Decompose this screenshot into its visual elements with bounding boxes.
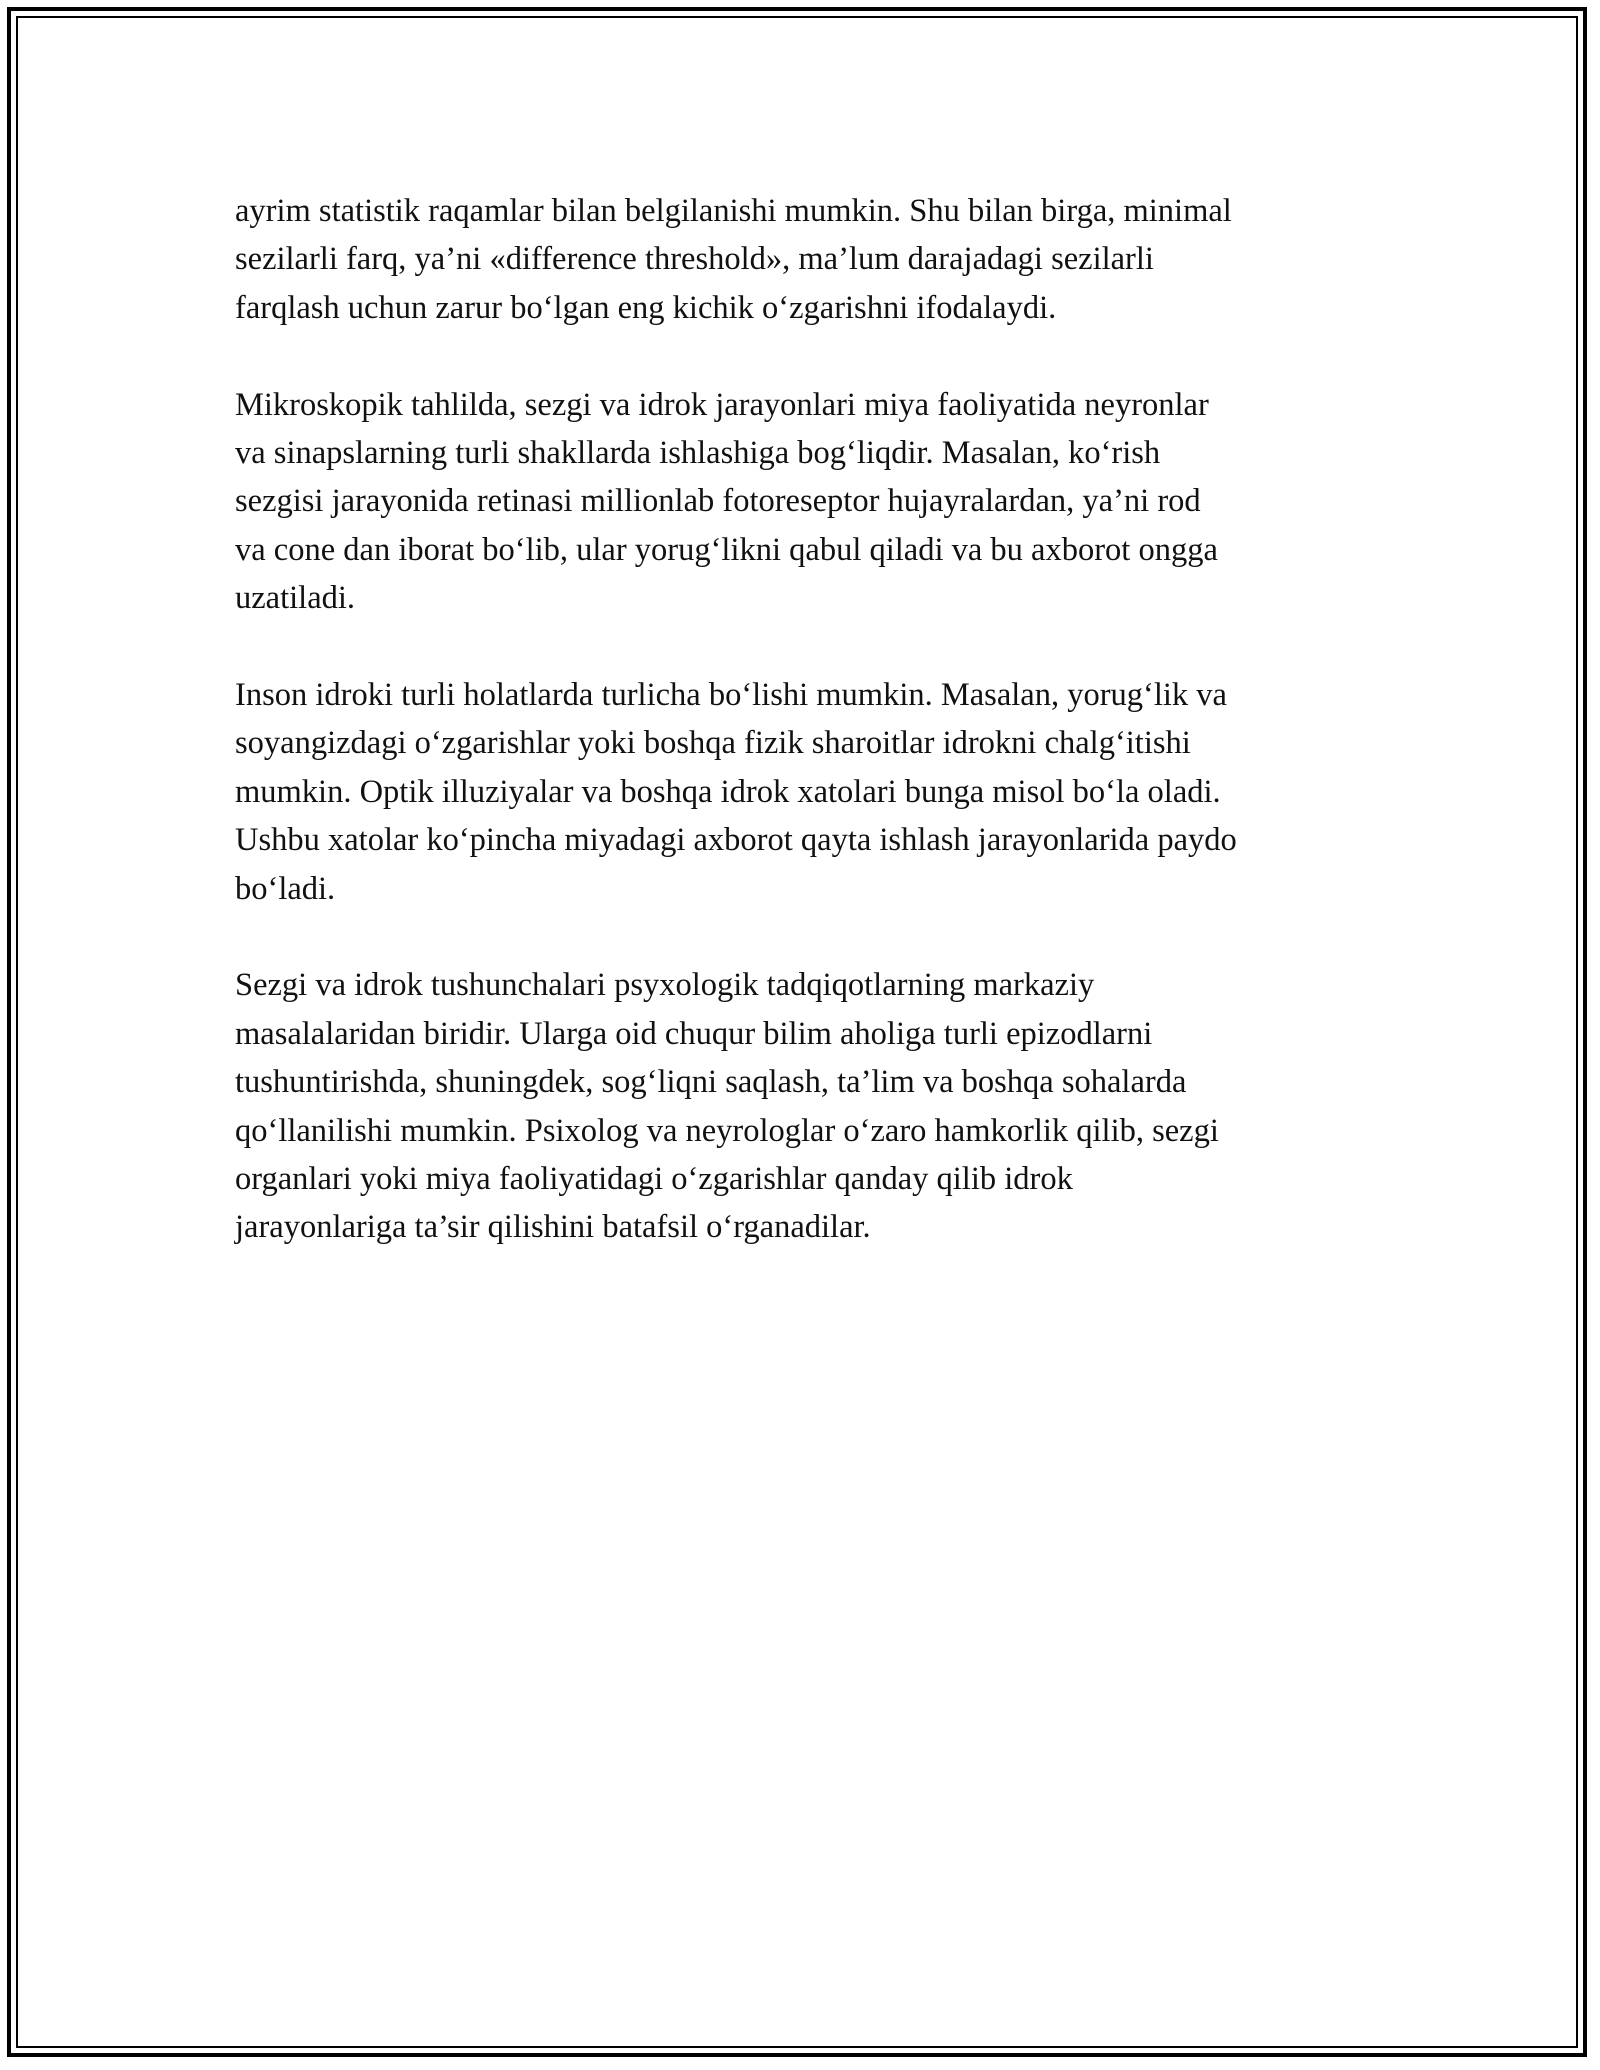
text-line: Ushbu xatolar ko‘pincha miyadagi axborot qayta ishlash jarayonlarida paydo [235,822,1237,859]
text-line: Sezgi va idrok tushunchalari psyxologik tadqiqotlarning markaziy [235,967,1095,1004]
text-line: soyangizdagi o‘zgarishlar yoki boshqa fizik sharoitlar idrokni chalg‘itishi [235,725,1191,762]
text-line: jarayonlariga ta’sir qilishini batafsil o‘rganadilar. [235,1209,871,1246]
document-body [235,187,1375,1300]
text-line: mumkin. Optik illuziyalar va boshqa idrok xatolari bunga misol bo‘la oladi. [235,773,1221,810]
text-line: Inson idroki turli holatlarda turlicha bo‘lishi mumkin. Masalan, yorug‘lik va [235,677,1227,714]
text-line: va cone dan iborat bo‘lib, ular yorug‘likni qabul qiladi va bu axborot ongga [235,531,1218,568]
text-line: va sinapslarning turli shakllarda ishlashiga bog‘liqdir. Masalan, ko‘rish [235,435,1161,472]
paragraph-3 [235,671,1375,913]
text-line: organlari yoki miya faoliyatidagi o‘zgarishlar qanday qilib idrok [235,1161,1073,1198]
paragraph-1 [235,187,1375,332]
paragraph-4 [235,961,1375,1251]
text-line: Mikroskopik tahlilda, sezgi va idrok jarayonlari miya faoliyatida neyronlar [235,386,1209,423]
text-line: bo‘ladi. [235,870,336,907]
paragraph-2 [235,381,1375,623]
text-line: sezilarli farq, ya’ni «difference threshold», ma’lum darajadagi sezilarli [235,241,1154,278]
text-line: uzatiladi. [235,580,356,617]
text-line: farqlash uchun zarur bo‘lgan eng kichik o‘zgarishni ifodalaydi. [235,289,1057,326]
text-line: ayrim statistik raqamlar bilan belgilanishi mumkin. Shu bilan birga, minimal [235,193,1232,229]
text-line: qo‘llanilishi mumkin. Psixolog va neyrologlar o‘zaro hamkorlik qilib, sezgi [235,1112,1219,1149]
text-line: sezgisi jarayonida retinasi millionlab fotoreseptor hujayralardan, ya’ni rod [235,483,1201,520]
text-line: masalalaridan biridir. Ularga oid chuqur bilim aholiga turli epizodlarni [235,1015,1153,1052]
text-line: tushuntirishda, shuningdek, sog‘liqni saqlash, ta’lim va boshqa sohalarda [235,1064,1187,1101]
